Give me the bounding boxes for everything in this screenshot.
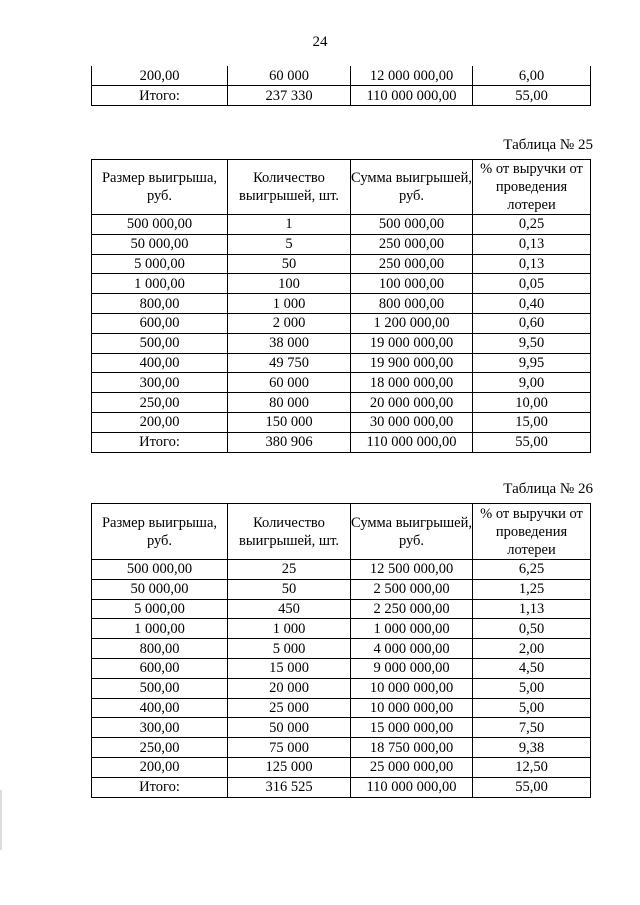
cell-prize-sum: 250 000,00 (351, 254, 473, 274)
table-row (92, 599, 591, 619)
page-number: 24 (312, 34, 328, 50)
cell-revenue-percent: 6,25 (473, 560, 591, 580)
cell-prize-count: 125 000 (228, 757, 351, 777)
cell-revenue-percent: 0,05 (473, 274, 591, 294)
table-row (92, 294, 591, 314)
cell-prize-count: 50 000 (228, 718, 351, 738)
cell-prize-size: 600,00 (92, 313, 228, 333)
table-row (92, 274, 591, 294)
table-row (92, 579, 591, 599)
cell-prize-count: 450 (228, 599, 351, 619)
table-row (92, 619, 591, 639)
cell-prize-size: 250,00 (92, 393, 228, 413)
cell-prize-count: 1 (228, 215, 351, 235)
cell-revenue-percent: 10,00 (473, 393, 591, 413)
table-25 (91, 159, 591, 453)
header-prize-count: Количество выигрышей, шт. (228, 504, 351, 560)
table-row (92, 66, 591, 86)
table-26-body (92, 560, 591, 798)
cell-prize-size: 1 000,00 (92, 619, 228, 639)
table-25-body (92, 215, 591, 453)
cell-prize-sum: 100 000,00 (351, 274, 473, 294)
cell-prize-size: 400,00 (92, 698, 228, 718)
cell-prize-size: 5 000,00 (92, 254, 228, 274)
table-row (92, 234, 591, 254)
cell-revenue-percent: 0,25 (473, 215, 591, 235)
cell-prize-count: 100 (228, 274, 351, 294)
cell-prize-count: 5 (228, 234, 351, 254)
header-revenue-percent: % от выручки от проведения лотереи (473, 160, 591, 215)
cell-prize-size: 300,00 (92, 373, 228, 393)
table-row (92, 333, 591, 353)
cell-revenue-percent: 55,00 (473, 86, 591, 106)
cell-revenue-percent: 12,50 (473, 757, 591, 777)
cell-prize-size: 200,00 (92, 757, 228, 777)
cell-revenue-percent: 9,38 (473, 738, 591, 758)
table-row (92, 215, 591, 235)
cell-prize-count: 49 750 (228, 353, 351, 373)
cell-revenue-percent: 0,13 (473, 254, 591, 274)
table-25-caption: Таблица № 25 (503, 137, 593, 153)
cell-prize-sum: 4 000 000,00 (351, 639, 473, 659)
cell-prize-count: 25 (228, 560, 351, 580)
cell-prize-count: 150 000 (228, 412, 351, 432)
cell-revenue-percent: 9,95 (473, 353, 591, 373)
cell-prize-sum: 110 000 000,00 (351, 777, 473, 797)
header-revenue-percent: % от выручки от проведения лотереи (473, 504, 591, 560)
cell-prize-sum: 20 000 000,00 (351, 393, 473, 413)
cell-prize-count: 25 000 (228, 698, 351, 718)
total-row (92, 86, 591, 106)
cell-prize-sum: 15 000 000,00 (351, 718, 473, 738)
cell-prize-count: 50 (228, 579, 351, 599)
cell-prize-size: 500,00 (92, 333, 228, 353)
cell-prize-sum: 110 000 000,00 (351, 86, 473, 106)
cell-prize-sum: 9 000 000,00 (351, 658, 473, 678)
cell-prize-count: 5 000 (228, 639, 351, 659)
cell-prize-sum: 800 000,00 (351, 294, 473, 314)
table-row (92, 373, 591, 393)
cell-prize-size: 1 000,00 (92, 274, 228, 294)
table-row (92, 678, 591, 698)
cell-prize-sum: 250 000,00 (351, 234, 473, 254)
cell-revenue-percent: 9,00 (473, 373, 591, 393)
cell-prize-sum: 2 250 000,00 (351, 599, 473, 619)
cell-prize-sum: 19 900 000,00 (351, 353, 473, 373)
table-25-header-row (92, 160, 591, 215)
cell-revenue-percent: 1,13 (473, 599, 591, 619)
cell-prize-count: 20 000 (228, 678, 351, 698)
header-prize-sum: Сумма выигрышей, руб. (351, 160, 473, 215)
scan-edge-mark (0, 790, 2, 850)
cell-revenue-percent: 0,50 (473, 619, 591, 639)
cell-prize-sum: 1 000 000,00 (351, 619, 473, 639)
table-row (92, 718, 591, 738)
cell-prize-count: 15 000 (228, 658, 351, 678)
cell-prize-count: 80 000 (228, 393, 351, 413)
header-prize-sum: Сумма выигрышей, руб. (351, 504, 473, 560)
cell-prize-sum: 10 000 000,00 (351, 678, 473, 698)
cell-prize-sum: 2 500 000,00 (351, 579, 473, 599)
cell-revenue-percent: 7,50 (473, 718, 591, 738)
cell-prize-sum: 18 000 000,00 (351, 373, 473, 393)
table-row (92, 412, 591, 432)
cell-prize-sum: 19 000 000,00 (351, 333, 473, 353)
cell-prize-size: 200,00 (92, 66, 228, 86)
cell-prize-size: 50 000,00 (92, 234, 228, 254)
cell-prize-sum: 1 200 000,00 (351, 313, 473, 333)
cell-prize-sum: 25 000 000,00 (351, 757, 473, 777)
cell-prize-size: 600,00 (92, 658, 228, 678)
cell-prize-size: Итого: (92, 86, 228, 106)
cell-prize-size: Итого: (92, 777, 228, 797)
cell-revenue-percent: 0,60 (473, 313, 591, 333)
prev-table-body (92, 66, 591, 106)
table-row (92, 639, 591, 659)
cell-prize-size: 800,00 (92, 639, 228, 659)
cell-prize-size: 250,00 (92, 738, 228, 758)
cell-revenue-percent: 1,25 (473, 579, 591, 599)
cell-revenue-percent: 9,50 (473, 333, 591, 353)
cell-revenue-percent: 0,13 (473, 234, 591, 254)
table-row (92, 254, 591, 274)
cell-prize-sum: 12 000 000,00 (351, 66, 473, 86)
cell-prize-count: 237 330 (228, 86, 351, 106)
cell-revenue-percent: 4,50 (473, 658, 591, 678)
cell-revenue-percent: 0,40 (473, 294, 591, 314)
table-26 (91, 503, 591, 798)
cell-prize-size: 400,00 (92, 353, 228, 373)
cell-prize-size: 200,00 (92, 412, 228, 432)
cell-prize-size: 500,00 (92, 678, 228, 698)
cell-prize-sum: 30 000 000,00 (351, 412, 473, 432)
header-prize-size: Размер выигрыша, руб. (92, 504, 228, 560)
cell-prize-size: 300,00 (92, 718, 228, 738)
cell-prize-count: 38 000 (228, 333, 351, 353)
cell-prize-count: 1 000 (228, 619, 351, 639)
cell-prize-sum: 12 500 000,00 (351, 560, 473, 580)
table-row (92, 658, 591, 678)
table-row (92, 757, 591, 777)
total-row (92, 777, 591, 797)
header-prize-count: Количество выигрышей, шт. (228, 160, 351, 215)
table-row (92, 393, 591, 413)
total-row (92, 432, 591, 452)
table-row (92, 698, 591, 718)
cell-revenue-percent: 55,00 (473, 432, 591, 452)
table-26-header-row (92, 504, 591, 560)
header-prize-size: Размер выигрыша, руб. (92, 160, 228, 215)
cell-prize-sum: 10 000 000,00 (351, 698, 473, 718)
cell-prize-size: 500 000,00 (92, 215, 228, 235)
table-row (92, 560, 591, 580)
cell-prize-count: 2 000 (228, 313, 351, 333)
cell-prize-count: 1 000 (228, 294, 351, 314)
cell-prize-count: 50 (228, 254, 351, 274)
cell-revenue-percent: 5,00 (473, 678, 591, 698)
cell-prize-sum: 110 000 000,00 (351, 432, 473, 452)
cell-prize-count: 60 000 (228, 373, 351, 393)
cell-prize-size: 800,00 (92, 294, 228, 314)
cell-revenue-percent: 15,00 (473, 412, 591, 432)
cell-prize-size: 50 000,00 (92, 579, 228, 599)
cell-revenue-percent: 55,00 (473, 777, 591, 797)
cell-revenue-percent: 6,00 (473, 66, 591, 86)
prev-table-continuation (91, 66, 591, 106)
table-row (92, 353, 591, 373)
cell-prize-size: Итого: (92, 432, 228, 452)
cell-prize-size: 500 000,00 (92, 560, 228, 580)
cell-prize-sum: 18 750 000,00 (351, 738, 473, 758)
cell-revenue-percent: 5,00 (473, 698, 591, 718)
cell-prize-size: 5 000,00 (92, 599, 228, 619)
cell-prize-count: 60 000 (228, 66, 351, 86)
table-26-caption: Таблица № 26 (503, 481, 593, 497)
cell-prize-count: 316 525 (228, 777, 351, 797)
cell-prize-count: 380 906 (228, 432, 351, 452)
cell-prize-sum: 500 000,00 (351, 215, 473, 235)
cell-prize-count: 75 000 (228, 738, 351, 758)
table-row (92, 738, 591, 758)
cell-revenue-percent: 2,00 (473, 639, 591, 659)
table-row (92, 313, 591, 333)
